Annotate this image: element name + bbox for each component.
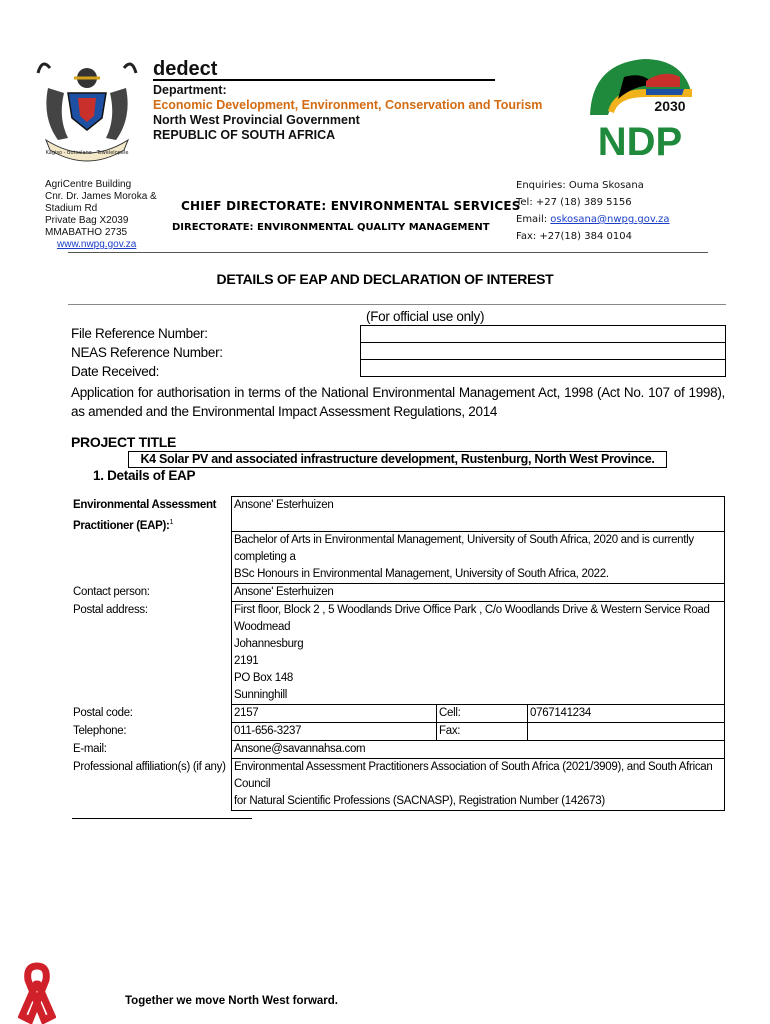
postal-line: 2191 xyxy=(234,655,259,667)
neas-reference-label: NEAS Reference Number: xyxy=(71,345,223,360)
file-reference-field[interactable] xyxy=(361,326,726,343)
enquiries-fax: Fax: +27(18) 384 0104 xyxy=(516,231,632,242)
contact-person-cell[interactable] xyxy=(232,584,725,602)
postal-address-cell[interactable] xyxy=(232,602,725,705)
telephone-label: Telephone: xyxy=(73,724,127,737)
date-received-field[interactable] xyxy=(361,360,726,377)
fax-cell[interactable] xyxy=(528,723,725,741)
eap-name-cell[interactable] xyxy=(232,497,725,532)
brand-wordmark: dedect xyxy=(153,58,218,80)
red-ribbon-icon xyxy=(18,962,56,1024)
affiliation-cell[interactable] xyxy=(232,759,725,811)
address-line: Cnr. Dr. James Moroka & xyxy=(45,191,157,202)
address-line: Private Bag X2039 xyxy=(45,215,129,226)
enquiries-tel: Tel: +27 (18) 389 5156 xyxy=(516,197,632,208)
postal-code-cell[interactable] xyxy=(232,705,437,723)
coat-of-arms-logo xyxy=(28,48,146,166)
section-heading: 1. Details of EAP xyxy=(93,468,196,483)
postal-line: PO Box 148 xyxy=(234,672,294,684)
eap-label-line: Practitioner (EAP): xyxy=(73,519,170,532)
department-label: Department: xyxy=(153,83,227,97)
postal-code-value: 2157 xyxy=(234,707,259,719)
address-line: MMABATHO 2735 xyxy=(45,227,128,238)
official-use-label: (For official use only) xyxy=(366,309,485,324)
affiliation-label: Professional affiliation(s) (if any) xyxy=(73,760,226,773)
date-received-label: Date Received: xyxy=(71,364,160,379)
reference-grid xyxy=(360,325,726,377)
eap-label-line: Environmental Assessment xyxy=(73,498,217,511)
cell-label: Cell: xyxy=(437,705,528,723)
ndp-letters: NDP xyxy=(597,120,683,164)
document-title: DETAILS OF EAP AND DECLARATION OF INTEREST xyxy=(216,271,554,287)
website-link[interactable]: www.nwpg.gov.za xyxy=(57,239,137,250)
contact-person-value: Ansone' Esterhuizen xyxy=(234,586,334,598)
directorate: DIRECTORATE: ENVIRONMENTAL QUALITY MANAGEMENT xyxy=(172,222,490,233)
eap-name: Ansone' Esterhuizen xyxy=(234,499,334,511)
address-line: AgriCentre Building xyxy=(45,179,132,190)
postal-line: Woodmead xyxy=(234,621,291,633)
coat-motto: Kagiso - Botsalano - Tswelelopele xyxy=(45,150,129,156)
neas-reference-field[interactable] xyxy=(361,343,726,360)
project-title-label: PROJECT TITLE xyxy=(71,434,176,450)
eap-qualification-line: BSc Honours in Environmental Management, University of South Africa, 2022. xyxy=(234,568,609,580)
enquiries-block xyxy=(516,177,670,245)
cell-number-value: 0767141234 xyxy=(530,707,591,719)
postal-line: First floor, Block 2 , 5 Woodlands Drive Office Park , C/o Woodlands Drive & Western Service Road xyxy=(234,604,710,616)
fax-label: Fax: xyxy=(437,723,528,741)
affiliation-line: Environmental Assessment Practitioners Association of South Africa (2021/3909), and South African Council xyxy=(234,761,713,790)
cell-number-cell[interactable] xyxy=(528,705,725,723)
header-rule xyxy=(68,252,708,253)
ndp-year: 2030 xyxy=(654,98,686,114)
eap-label xyxy=(71,497,232,584)
ndp-2030-logo xyxy=(584,55,696,167)
address-line: Stadium Rd xyxy=(45,203,98,214)
footnote-divider xyxy=(72,818,252,819)
footer-tagline: Together we move North West forward. xyxy=(125,995,338,1007)
contact-person-label: Contact person: xyxy=(73,585,150,598)
office-address xyxy=(45,179,157,251)
email-label: E-mail: xyxy=(73,742,107,755)
postal-line: Sunninghill xyxy=(234,689,287,701)
footnote-mark: 1 xyxy=(169,518,174,526)
republic-name: REPUBLIC OF SOUTH AFRICA xyxy=(153,128,336,142)
postal-line: Johannesburg xyxy=(234,638,304,650)
department-name: Economic Development, Environment, Conservation and Tourism xyxy=(153,98,543,112)
application-statement: Application for authorisation in terms of the National Environmental Management Act, 1998 (Act No. 107 of 1998), as amended and the Environmental Impact Assessment Regulations, 2014 xyxy=(71,385,725,419)
telephone-value: 011-656-3237 xyxy=(234,725,302,737)
enquiries-contact: Enquiries: Ouma Skosana xyxy=(516,180,644,191)
postal-address-label: Postal address: xyxy=(73,603,148,616)
affiliation-line: for Natural Scientific Professions (SACNASP), Registration Number (142673) xyxy=(234,795,605,807)
enquiries-email-link[interactable]: oskosana@nwpg.gov.za xyxy=(550,214,670,225)
project-title-value: K4 Solar PV and associated infrastructure development, Rustenburg, North West Province. xyxy=(128,451,667,468)
eap-qualification-line: Bachelor of Arts in Environmental Management, University of South Africa, 2020 and is currently completing a xyxy=(234,534,694,563)
header-divider xyxy=(153,79,495,81)
enquiries-email-label: Email: xyxy=(516,214,551,225)
eap-qualification-cell[interactable] xyxy=(232,532,725,584)
eap-details-table xyxy=(71,496,725,811)
postal-code-label: Postal code: xyxy=(73,706,133,719)
provincial-government: North West Provincial Government xyxy=(153,113,360,127)
file-reference-label: File Reference Number: xyxy=(71,326,208,341)
chief-directorate: CHIEF DIRECTORATE: ENVIRONMENTAL SERVICES xyxy=(181,199,521,213)
email-cell[interactable] xyxy=(232,741,725,759)
email-value: Ansone@savannahsa.com xyxy=(234,743,366,755)
telephone-cell[interactable] xyxy=(232,723,437,741)
